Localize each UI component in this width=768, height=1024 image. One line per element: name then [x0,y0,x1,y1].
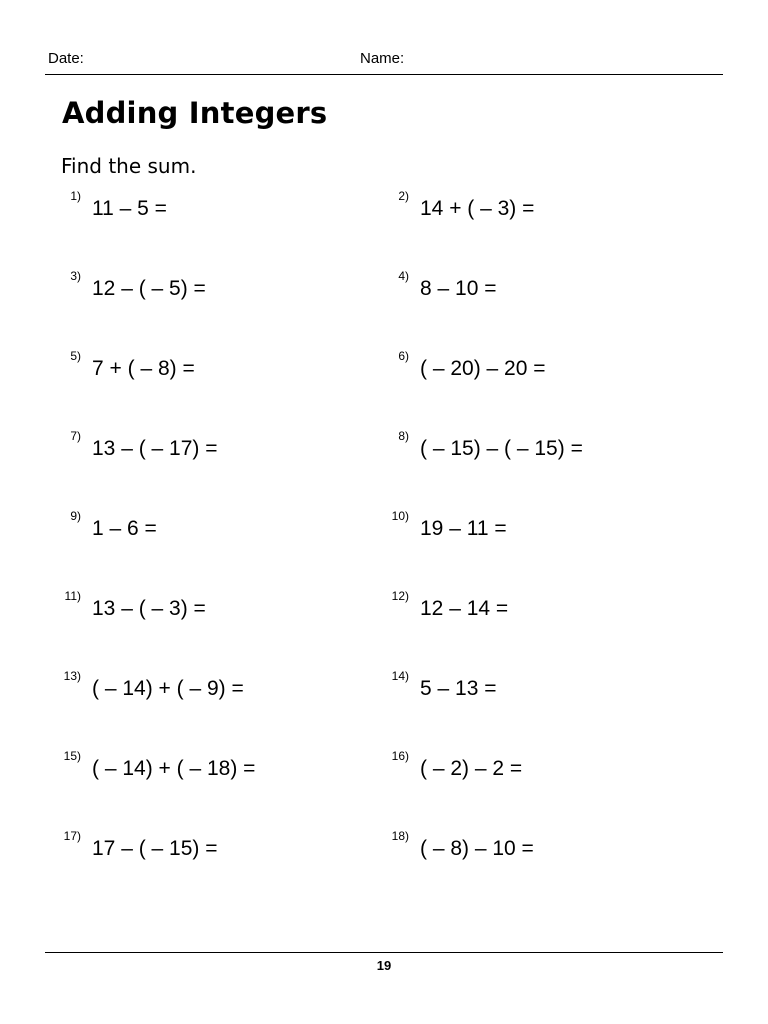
problem-item [398,269,497,306]
problem-number: 1) [70,189,81,203]
problem-item [391,749,523,786]
problem-item [391,669,497,706]
problem-number: 10) [391,509,409,523]
problem-number: 4) [398,269,409,283]
problem-expression: 13 – ( – 3) = [92,597,206,620]
problem-number: 8) [398,429,409,443]
problem-number: 5) [70,349,81,363]
problem-expression: 13 – ( – 17) = [92,437,218,460]
problem-expression: ( – 20) – 20 = [420,357,546,380]
problem-expression: 7 + ( – 8) = [92,357,195,380]
date-label: Date: [48,50,84,67]
problem-item [70,269,206,306]
instructions: Find the sum. [61,154,197,178]
problem-number: 2) [398,189,409,203]
problem-number: 6) [398,349,409,363]
problem-expression: ( – 15) – ( – 15) = [420,437,583,460]
problem-number: 7) [70,429,81,443]
problem-expression: 19 – 11 = [420,517,507,540]
problem-number: 14) [391,669,409,683]
problem-item [70,349,195,386]
page-number: 19 [376,958,392,973]
problem-number: 9) [70,509,81,523]
problem-item [398,349,546,386]
problem-expression: 5 – 13 = [420,677,497,700]
problem-number: 3) [70,269,81,283]
problem-item [70,509,157,546]
problem-item [398,189,535,226]
problem-number: 18) [391,829,409,843]
problem-number: 11) [64,589,81,603]
problem-expression: 14 + ( – 3) = [420,197,535,220]
problem-expression: ( – 8) – 10 = [420,837,534,860]
problem-expression: 12 – 14 = [420,597,509,620]
problem-item [391,589,509,626]
footer-divider [45,952,723,953]
problem-number: 13) [63,669,81,683]
problem-expression: 11 – 5 = [92,197,167,220]
problem-expression: 17 – ( – 15) = [92,837,218,860]
problem-number: 17) [63,829,81,843]
problem-item [398,429,583,466]
problem-item [63,749,256,786]
problem-number: 16) [391,749,409,763]
problem-expression: ( – 2) – 2 = [420,757,523,780]
problem-expression: 12 – ( – 5) = [92,277,206,300]
name-label: Name: [360,50,405,67]
problem-item [70,429,218,466]
problem-number: 15) [63,749,81,763]
problem-item [391,829,534,866]
problem-item [63,829,218,866]
header-divider [45,74,723,75]
problem-expression: 1 – 6 = [92,517,157,540]
problem-item [391,509,507,546]
problem-number: 12) [391,589,409,603]
problem-expression: ( – 14) + ( – 18) = [92,757,256,780]
problem-expression: ( – 14) + ( – 9) = [92,677,244,700]
problem-item [64,589,206,626]
problem-item [63,669,244,706]
worksheet-title: Adding Integers [62,96,328,130]
problem-item [70,189,167,226]
problem-expression: 8 – 10 = [420,277,497,300]
